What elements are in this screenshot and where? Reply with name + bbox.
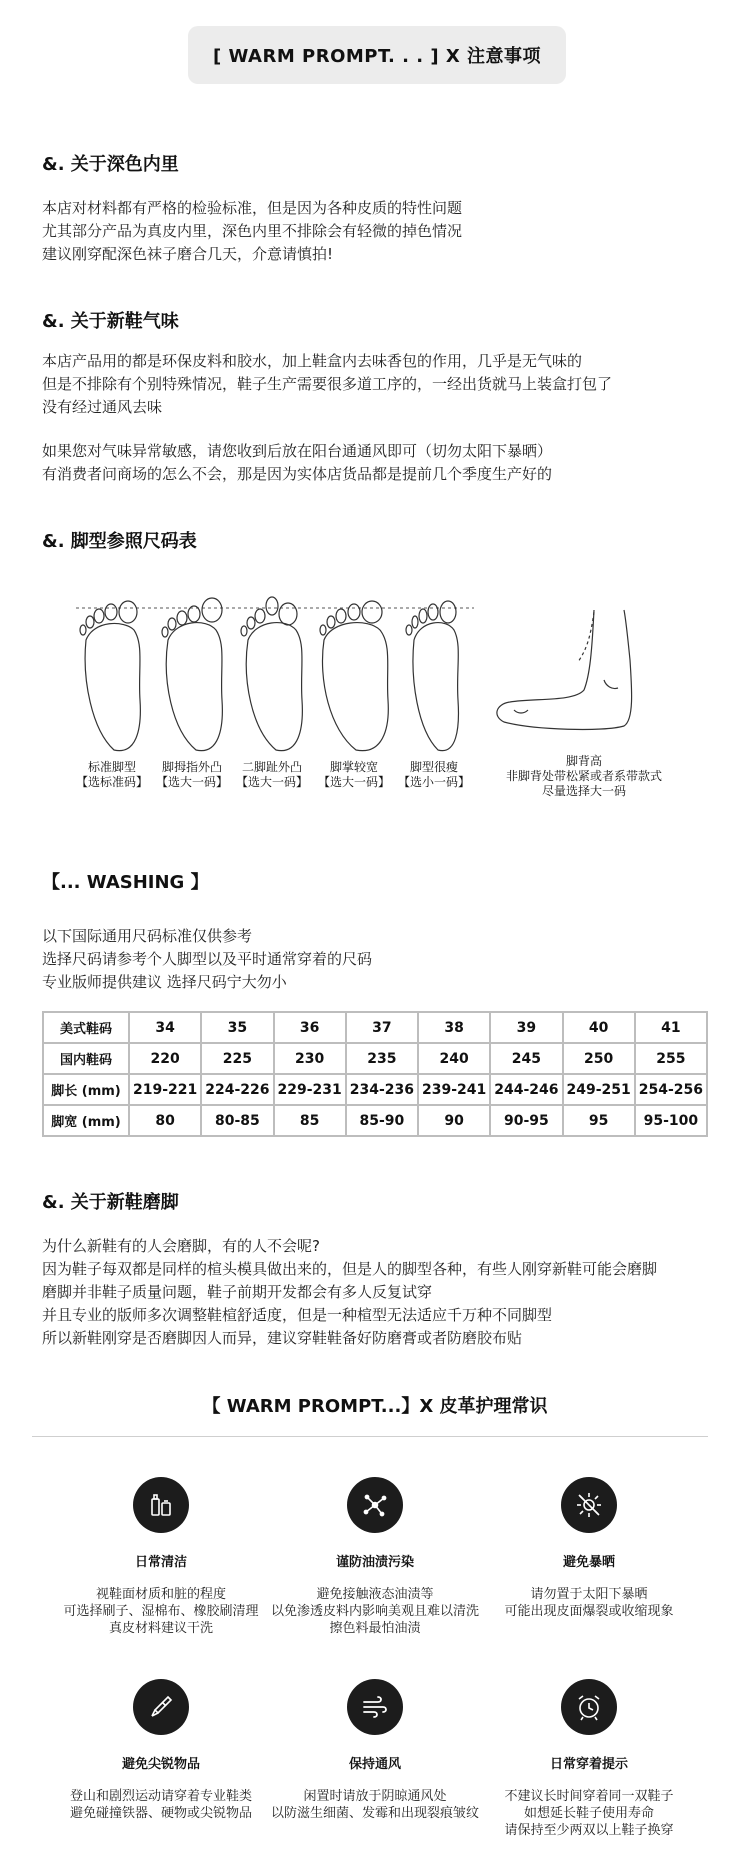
ventilation-icon — [347, 1679, 403, 1735]
table-cell: 39 — [490, 1012, 562, 1043]
cleaning-bottle-icon — [133, 1477, 189, 1533]
table-cell: 240 — [418, 1043, 490, 1074]
care-desc-line: 可能出现皮面爆裂或收缩现象 — [504, 1604, 674, 1619]
table-cell: 244-246 — [490, 1074, 562, 1105]
new-shoe-smell-title: &. 关于新鞋气味 — [42, 311, 179, 332]
smell-line: 有消费者问商场的怎么不会，那是因为实体店货品都是提前几个季度生产好的 — [42, 465, 553, 483]
alarm-clock-icon — [561, 1679, 617, 1735]
table-row — [43, 1012, 707, 1043]
table-cell: 34 — [129, 1012, 201, 1043]
table-cell: 225 — [201, 1043, 273, 1074]
warm-prompt-header: [ WARM PROMPT. . . ] X 注意事项 — [188, 26, 566, 84]
dark-lining-line: 建议刚穿配深色袜子磨合几天，介意请慎拍! — [42, 245, 334, 263]
table-cell: 254-256 — [635, 1074, 707, 1105]
care-title: 保持通风 — [348, 1757, 401, 1772]
care-desc-line: 请保持至少两双以上鞋子换穿 — [504, 1823, 674, 1838]
foot-caption — [314, 760, 394, 790]
care-desc-line: 请勿置于太阳下暴晒 — [530, 1587, 648, 1602]
smell-line: 本店产品用的都是环保皮料和胶水，加上鞋盒内去味香包的作用，几乎是无气味的 — [42, 352, 583, 370]
care-desc-line: 避免碰撞铁器、硬物或尖锐物品 — [69, 1806, 252, 1821]
table-row — [43, 1105, 707, 1136]
washing-line: 选择尺码请参考个人脚型以及平时通常穿着的尺码 — [42, 950, 373, 968]
smell-line: 没有经过通风去味 — [42, 398, 163, 416]
care-item-cleaning — [36, 1477, 286, 1637]
table-cell: 230 — [274, 1043, 346, 1074]
leather-care-heading: 【 WARM PROMPT...】X 皮革护理常识 — [202, 1396, 548, 1417]
instep-caption-line2: 非脚背处带松紧或者系带款式 — [505, 769, 662, 783]
foot-high-instep-outline — [497, 610, 632, 729]
foot-caption-line2: 【选大一码】 — [235, 775, 308, 789]
blisters-title: &. 关于新鞋磨脚 — [42, 1192, 179, 1213]
care-item-oil — [250, 1477, 500, 1637]
care-desc — [250, 1586, 500, 1637]
washing-line: 专业版师提供建议 选择尺码宁大勿小 — [42, 973, 287, 991]
care-desc-line: 避免接触液态油渍等 — [316, 1587, 434, 1602]
foot-caption — [232, 760, 312, 790]
blisters-line: 磨脚并非鞋子质量问题，鞋子前期开发都会有多人反复试穿 — [42, 1283, 433, 1301]
care-desc — [36, 1788, 286, 1822]
table-cell: 37 — [346, 1012, 418, 1043]
foot-wide-outline — [320, 601, 388, 751]
care-desc-line: 真皮材料建议干洗 — [108, 1621, 213, 1636]
blisters-line: 因为鞋子每双都是同样的楦头模具做出来的，但是人的脚型各种，有些人刚穿新鞋可能会磨脚 — [42, 1260, 658, 1278]
washing-line: 以下国际通用尺码标准仅供参考 — [42, 927, 253, 945]
row-header: 脚宽 (mm) — [43, 1105, 129, 1136]
foot-caption-line1: 脚型很瘦 — [409, 760, 458, 774]
care-desc-line: 可选择刷子、湿棉布、橡胶刷清理 — [63, 1604, 259, 1619]
table-cell: 85 — [274, 1105, 346, 1136]
care-title: 避免暴晒 — [562, 1555, 615, 1570]
table-cell: 229-231 — [274, 1074, 346, 1105]
table-cell: 38 — [418, 1012, 490, 1043]
table-cell: 234-236 — [346, 1074, 418, 1105]
care-item-ventilation — [250, 1679, 500, 1822]
care-title: 日常清洁 — [134, 1555, 187, 1570]
table-cell: 35 — [201, 1012, 273, 1043]
row-header: 国内鞋码 — [43, 1043, 129, 1074]
foot-caption-line1: 脚拇指外凸 — [161, 760, 222, 774]
blisters-line: 并且专业的版师多次调整鞋楦舒适度，但是一种楦型无法适应千万种不同脚型 — [42, 1306, 553, 1324]
dark-lining-title: &. 关于深色内里 — [42, 154, 179, 175]
foot-caption-line2: 【选大一码】 — [155, 775, 228, 789]
dark-lining-line: 尤其部分产品为真皮内里，深色内里不排除会有轻微的掉色情况 — [42, 222, 463, 240]
table-cell: 249-251 — [563, 1074, 635, 1105]
foot-caption — [72, 760, 152, 790]
foot-big-toe-outline — [162, 598, 222, 751]
care-desc-line: 视鞋面材质和脏的程度 — [95, 1587, 226, 1602]
foot-standard-outline — [80, 601, 140, 751]
foot-caption — [152, 760, 232, 790]
table-cell: 224-226 — [201, 1074, 273, 1105]
care-item-wear — [464, 1679, 714, 1839]
care-desc — [464, 1586, 714, 1620]
table-cell: 255 — [635, 1043, 707, 1074]
care-desc-line: 如想延长鞋子使用寿命 — [523, 1806, 654, 1821]
instep-caption — [484, 754, 684, 799]
table-cell: 250 — [563, 1043, 635, 1074]
foot-thin-outline — [406, 601, 458, 751]
care-desc-line: 擦色料最怕油渍 — [329, 1621, 421, 1636]
instep-caption-line3: 尽量选择大一码 — [541, 784, 626, 798]
care-desc-line: 以免渗透皮料内影响美观且难以清洗 — [270, 1604, 479, 1619]
foot-second-toe-outline — [241, 597, 302, 751]
smell-line: 如果您对气味异常敏感，请您收到后放在阳台通通风即可（切勿太阳下暴晒） — [42, 442, 553, 460]
table-cell: 239-241 — [418, 1074, 490, 1105]
dark-lining-text — [42, 197, 462, 266]
sharp-object-icon — [133, 1679, 189, 1735]
foot-caption — [394, 760, 474, 790]
foot-caption-line1: 标准脚型 — [87, 760, 136, 774]
care-title: 谨防油渍污染 — [335, 1555, 414, 1570]
care-desc-line: 不建议长时间穿着同一双鞋子 — [504, 1789, 674, 1804]
table-cell: 36 — [274, 1012, 346, 1043]
row-header: 脚长 (mm) — [43, 1074, 129, 1105]
foot-outlines-graphic — [74, 590, 694, 760]
table-cell: 95 — [563, 1105, 635, 1136]
table-cell: 90-95 — [490, 1105, 562, 1136]
care-title: 日常穿着提示 — [549, 1757, 628, 1772]
table-row — [43, 1043, 707, 1074]
washing-title: 【... WASHING 】 — [42, 872, 209, 893]
instep-caption-line1: 脚背高 — [565, 754, 602, 768]
foot-caption-line1: 二脚趾外凸 — [241, 760, 302, 774]
washing-text — [42, 925, 372, 994]
size-table — [42, 1011, 708, 1137]
table-cell: 220 — [129, 1043, 201, 1074]
care-item-sharp — [36, 1679, 286, 1822]
care-desc-line: 闲置时请放于阴晾通风处 — [303, 1789, 447, 1804]
row-header: 美式鞋码 — [43, 1012, 129, 1043]
care-desc — [250, 1788, 500, 1822]
table-cell: 80 — [129, 1105, 201, 1136]
foot-caption-line2: 【选大一码】 — [317, 775, 390, 789]
blisters-text — [42, 1235, 657, 1350]
table-cell: 219-221 — [129, 1074, 201, 1105]
table-cell: 235 — [346, 1043, 418, 1074]
care-desc — [36, 1586, 286, 1637]
new-shoe-smell-text — [42, 350, 612, 419]
foot-caption-line2: 【选小一码】 — [397, 775, 470, 789]
table-cell: 85-90 — [346, 1105, 418, 1136]
table-cell: 90 — [418, 1105, 490, 1136]
care-desc-line: 登山和剧烈运动请穿着专业鞋类 — [69, 1789, 252, 1804]
foot-caption-line1: 脚掌较宽 — [329, 760, 378, 774]
blisters-line: 所以新鞋刚穿是否磨脚因人而异，建议穿鞋鞋备好防磨膏或者防磨胶布贴 — [42, 1329, 523, 1347]
foot-chart-title: &. 脚型参照尺码表 — [42, 531, 197, 552]
care-desc-line: 以防滋生细菌、发霉和出现裂痕皱纹 — [270, 1806, 479, 1821]
new-shoe-smell-text-2 — [42, 440, 552, 486]
foot-caption-line2: 【选标准码】 — [75, 775, 148, 789]
table-row — [43, 1074, 707, 1105]
care-desc — [464, 1788, 714, 1839]
care-item-sun — [464, 1477, 714, 1620]
blisters-line: 为什么新鞋有的人会磨脚，有的人不会呢? — [42, 1237, 320, 1255]
section-divider — [32, 1436, 708, 1437]
table-cell: 41 — [635, 1012, 707, 1043]
care-title: 避免尖锐物品 — [121, 1757, 200, 1772]
table-cell: 80-85 — [201, 1105, 273, 1136]
smell-line: 但是不排除有个别特殊情况，鞋子生产需要很多道工序的，一经出货就马上装盒打包了 — [42, 375, 613, 393]
table-cell: 245 — [490, 1043, 562, 1074]
oil-splash-icon — [347, 1477, 403, 1533]
foot-shape-diagram — [74, 590, 694, 820]
dark-lining-line: 本店对材料都有严格的检验标准，但是因为各种皮质的特性问题 — [42, 199, 463, 217]
table-cell: 40 — [563, 1012, 635, 1043]
table-cell: 95-100 — [635, 1105, 707, 1136]
no-sun-icon — [561, 1477, 617, 1533]
